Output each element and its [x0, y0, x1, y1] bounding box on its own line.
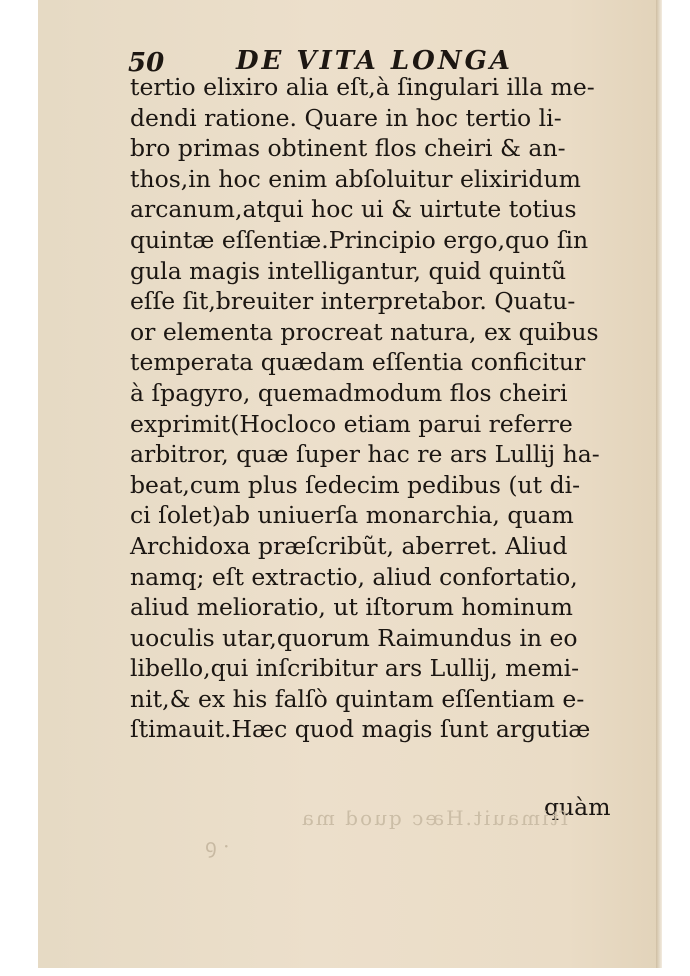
text-line: libello,qui inſcribitur ars Lullij, memi-	[130, 654, 580, 683]
text-line: ſtimauit.Hæc quod magis ſunt argutiæ	[130, 715, 591, 744]
running-head: DE VITA LONGA	[236, 46, 513, 76]
text-line: dendi ratione. Quare in hoc tertio li-	[130, 103, 562, 132]
text-line: ci ſolet)ab uniuerſa monarchia, quam	[130, 501, 574, 530]
text-line: thos,in hoc enim abſoluitur elixiridum	[130, 164, 581, 193]
page-edge	[656, 0, 662, 968]
text-line: tertio elixiro alia eſt,à ſingulari illa me-	[130, 73, 595, 101]
text-line: Archidoxa præſcribũt, aberret. Aliud	[130, 531, 568, 560]
text-line: or elementa procreat natura, ex quibus	[130, 317, 599, 346]
text-line: bro primas obtinent flos cheiri & an-	[130, 134, 566, 163]
text-line: beat,cum plus ſedecim pedibus (ut di-	[130, 470, 581, 499]
text-line: eſſe ſit,breuiter interpretabor. Quatu-	[130, 287, 576, 316]
text-line: arcanum,atqui hoc ui & uirtute totius	[130, 195, 577, 224]
text-line: quintæ eſſentiæ.Principio ergo,quo ſin	[130, 225, 589, 254]
bleed-through-text: ſtimauit.Hæc quod ma	[300, 806, 568, 830]
page-number: 50	[128, 48, 165, 78]
catchword: quàm	[544, 793, 611, 821]
ink-smudge: ꝯ ·	[205, 834, 230, 858]
text-block	[130, 72, 630, 745]
text-line: exprimit(Hocloco etiam parui referre	[130, 409, 573, 438]
text-line: à ſpagyro, quemadmodum flos cheiri	[130, 378, 568, 407]
text-line: uoculis utar,quorum Raimundus in eo	[130, 623, 578, 652]
text-line: temperata quædam eſſentia conficitur	[130, 348, 586, 377]
text-line: nit,& ex his falſò quintam eſſentiam e-	[130, 684, 585, 713]
text-line: namq; eſt extractio, aliud confortatio,	[130, 562, 578, 591]
text-line: aliud melioratio, ut iſtorum hominum	[130, 593, 573, 622]
text-line: arbitror, quæ ſuper hac re ars Lullij ha-	[130, 440, 600, 469]
text-line: gula magis intelligantur, quid quintũ	[130, 256, 567, 285]
